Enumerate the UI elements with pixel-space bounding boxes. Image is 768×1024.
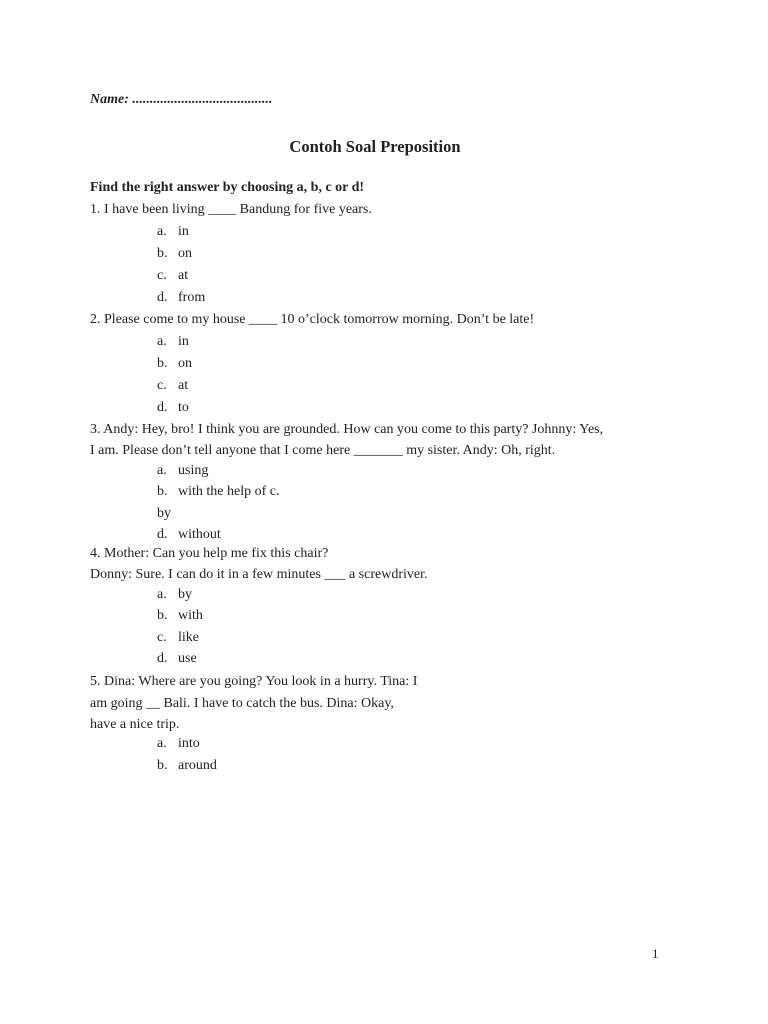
- question-5-text-line-3: have a nice trip.: [90, 717, 180, 732]
- q4-option-c-text: like: [178, 630, 199, 645]
- q1-option-b-text: on: [178, 246, 192, 261]
- q2-option-c-letter: c.: [157, 378, 167, 393]
- q1-option-c-letter: c.: [157, 268, 167, 283]
- q3-option-b-letter: b.: [157, 484, 168, 499]
- q3-option-d-letter: d.: [157, 527, 168, 542]
- q1-option-c-text: at: [178, 268, 189, 283]
- q4-option-b-letter: b.: [157, 608, 168, 623]
- instruction-text: Find the right answer by choosing a, b, c or d!: [90, 180, 365, 195]
- q3-option-a-letter: a.: [157, 463, 167, 478]
- q4-option-a-text: by: [178, 587, 192, 602]
- name-field-line: Name: ........................................: [90, 92, 273, 107]
- page-number: 1: [652, 946, 659, 961]
- q2-option-d-letter: d.: [157, 400, 168, 415]
- q1-option-a-text: in: [178, 224, 189, 239]
- question-1-text: 1. I have been living ____ Bandung for five years.: [90, 202, 372, 217]
- question-5-text-line-2: am going __ Bali. I have to catch the bus. Dina: Okay,: [90, 696, 394, 711]
- q2-option-d-text: to: [178, 400, 189, 415]
- q2-option-c-text: at: [178, 378, 189, 393]
- q1-option-d-letter: d.: [157, 290, 168, 305]
- q5-option-a-text: into: [178, 736, 200, 751]
- q5-option-a-letter: a.: [157, 736, 167, 751]
- q5-option-b-text: around: [178, 758, 217, 773]
- q1-option-a-letter: a.: [157, 224, 167, 239]
- q5-option-b-letter: b.: [157, 758, 168, 773]
- q2-option-a-letter: a.: [157, 334, 167, 349]
- q1-option-d-text: from: [178, 290, 206, 305]
- q2-option-b-text: on: [178, 356, 192, 371]
- q4-option-a-letter: a.: [157, 587, 167, 602]
- q4-option-b-text: with: [178, 608, 203, 623]
- q3-option-c-text: by: [157, 506, 171, 521]
- document-title: Contoh Soal Preposition: [289, 137, 461, 156]
- question-4-text-line-1: 4. Mother: Can you help me fix this chair?: [90, 546, 329, 561]
- q2-option-b-letter: b.: [157, 356, 168, 371]
- question-2-text: 2. Please come to my house ____ 10 o’clock tomorrow morning. Don’t be late!: [90, 312, 535, 327]
- q4-option-c-letter: c.: [157, 630, 167, 645]
- q4-option-d-text: use: [178, 651, 197, 666]
- q2-option-a-text: in: [178, 334, 189, 349]
- q4-option-d-letter: d.: [157, 651, 168, 666]
- question-3-text-line-2: I am. Please don’t tell anyone that I come here _______ my sister. Andy: Oh, right.: [90, 443, 556, 458]
- q1-option-b-letter: b.: [157, 246, 168, 261]
- q3-option-a-text: using: [178, 463, 209, 478]
- question-4-text-line-2: Donny: Sure. I can do it in a few minutes ___ a screwdriver.: [90, 567, 428, 582]
- q3-option-d-text: without: [178, 527, 221, 542]
- question-3-text-line-1: 3. Andy: Hey, bro! I think you are grounded. How can you come to this party? Johnny: Yes,: [90, 422, 604, 437]
- question-5-text-line-1: 5. Dina: Where are you going? You look in a hurry. Tina: I: [90, 674, 418, 689]
- q3-option-b-text: with the help of c.: [178, 484, 280, 499]
